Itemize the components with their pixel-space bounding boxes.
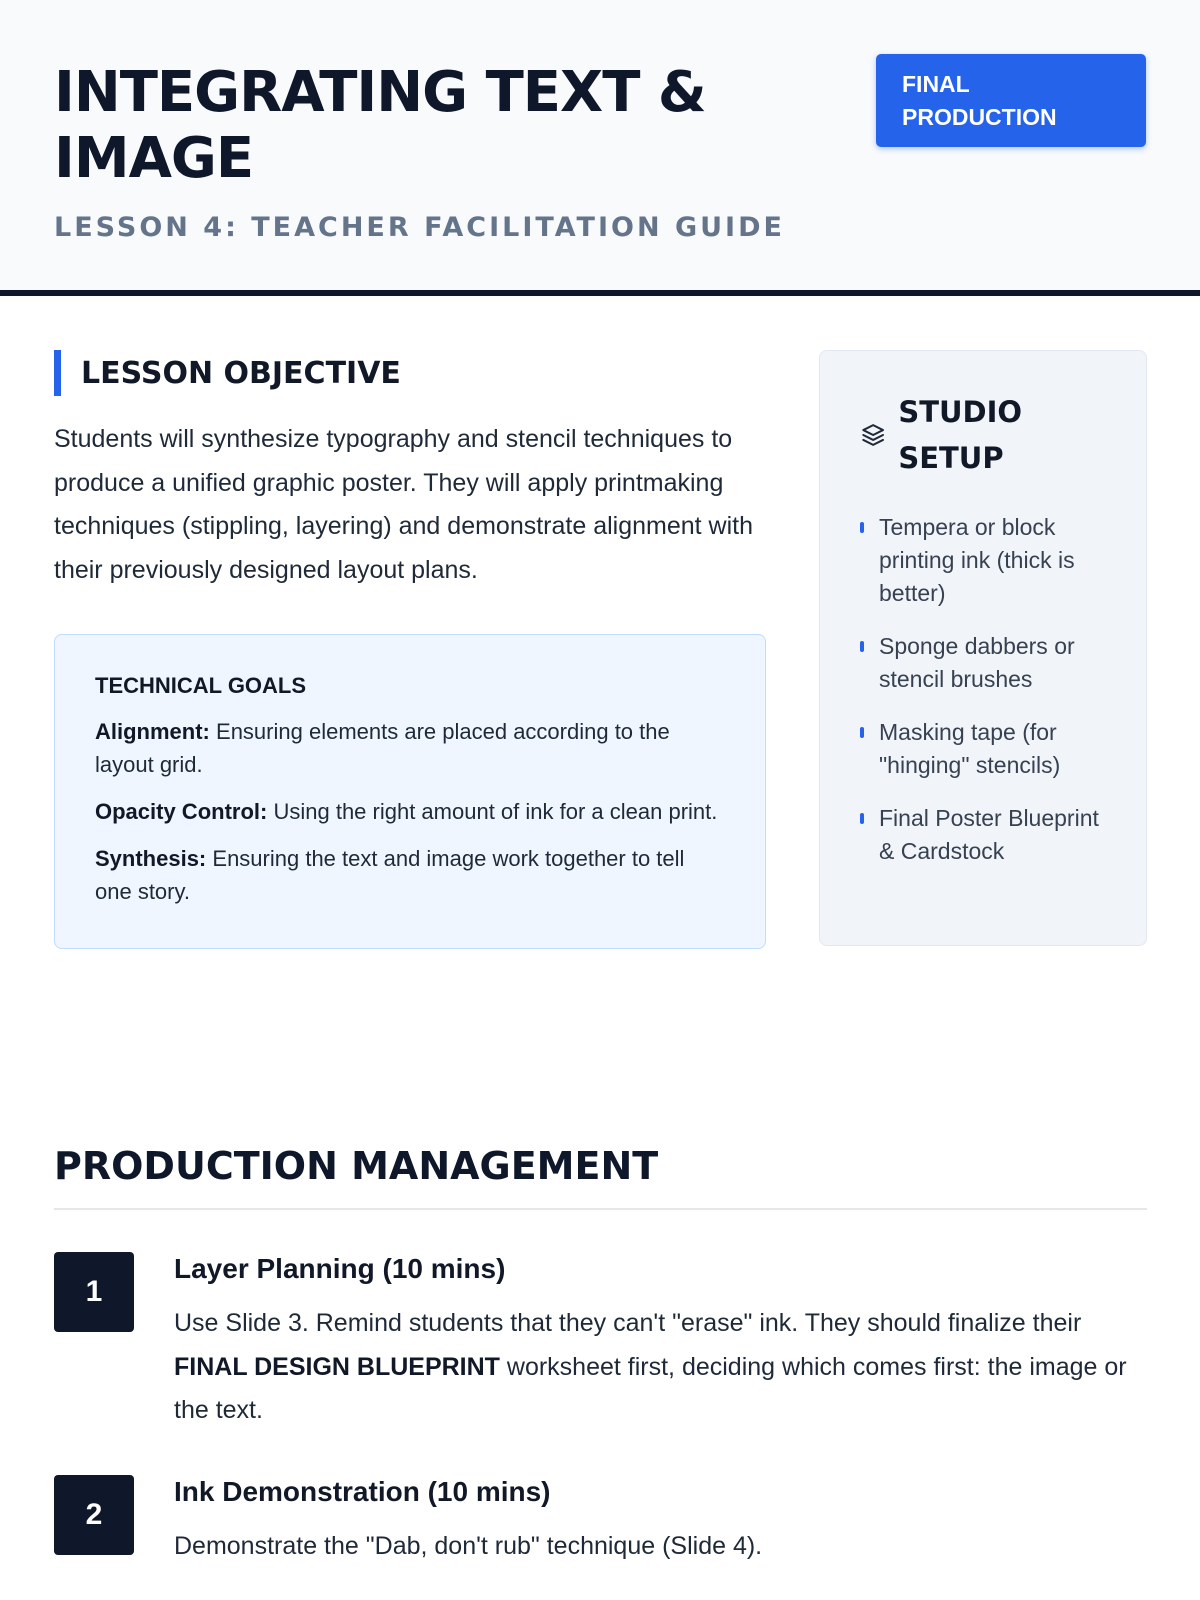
studio-setup-title: STUDIO SETUP — [898, 395, 1023, 475]
goal-text: Ensuring the text and image work together to tell one story. — [95, 846, 685, 904]
goal-label: Alignment: — [95, 719, 210, 744]
step-text: Demonstrate the "Dab, don't rub" technique (Slide 4). — [174, 1531, 763, 1560]
goal-label: Synthesis: — [95, 846, 207, 871]
page-subtitle: LESSON 4: TEACHER FACILITATION GUIDE — [54, 212, 785, 243]
list-item-text: Masking tape (for "hinging" stencils) — [879, 719, 1061, 778]
production-management-title: PRODUCTION MANAGEMENT — [54, 1144, 1147, 1210]
step-2 — [54, 1475, 1147, 1569]
list-item — [860, 802, 1108, 868]
step-title: Ink Demonstration (10 mins) — [174, 1475, 551, 1507]
step-1 — [54, 1252, 1147, 1433]
goal-synthesis — [95, 842, 725, 908]
layers-icon — [860, 420, 886, 450]
list-item — [860, 630, 1108, 696]
bullet-icon — [860, 727, 864, 738]
final-production-badge: FINAL PRODUCTION — [876, 54, 1146, 147]
production-management-section — [54, 1144, 1147, 1568]
list-item-text: Final Poster Blueprint & Cardstock — [879, 805, 1099, 864]
step-text-part: worksheet first, deciding which comes first: the image or the text. — [174, 1352, 1127, 1424]
lesson-objective-section — [54, 350, 766, 949]
goal-alignment — [95, 715, 725, 781]
goal-label: Opacity Control: — [95, 799, 268, 824]
list-item — [860, 716, 1108, 782]
step-title: Layer Planning (10 mins) — [174, 1253, 506, 1284]
studio-setup-list — [860, 511, 1108, 868]
page-header — [0, 0, 1200, 296]
lesson-objective-heading: LESSON OBJECTIVE — [54, 350, 766, 396]
goal-text: Using the right amount of ink for a clean print. — [273, 799, 718, 824]
studio-setup-header — [860, 389, 1108, 481]
bullet-icon — [860, 813, 864, 824]
step-text-bold: FINAL DESIGN BLUEPRINT — [174, 1352, 500, 1381]
studio-setup-card — [819, 350, 1147, 946]
step-text — [174, 1302, 1147, 1433]
list-item-text: Tempera or block printing ink (thick is better) — [879, 514, 1075, 606]
lesson-objective-text: Students will synthesize typography and stencil techniques to produce a unified graphic poster. They will apply printmaking techniques (stippling, layering) and demonstrate alignment with their previously designed layout plans. — [54, 425, 753, 584]
step-text-part: Use Slide 3. Remind students that they can't "erase" ink. They should finalize their — [174, 1309, 1082, 1337]
goal-opacity-control — [95, 795, 725, 828]
bullet-icon — [860, 522, 864, 533]
page-title: INTEGRATING TEXT & IMAGE — [54, 60, 706, 191]
step-number: 1 — [54, 1252, 134, 1332]
technical-goals-title: TECHNICAL GOALS — [95, 673, 307, 698]
step-number: 2 — [54, 1475, 134, 1555]
bullet-icon — [860, 641, 864, 652]
goal-text: Ensuring elements are placed according to the layout grid. — [95, 719, 670, 777]
list-item — [860, 511, 1108, 610]
technical-goals-box — [54, 634, 766, 949]
list-item-text: Sponge dabbers or stencil brushes — [879, 633, 1075, 692]
